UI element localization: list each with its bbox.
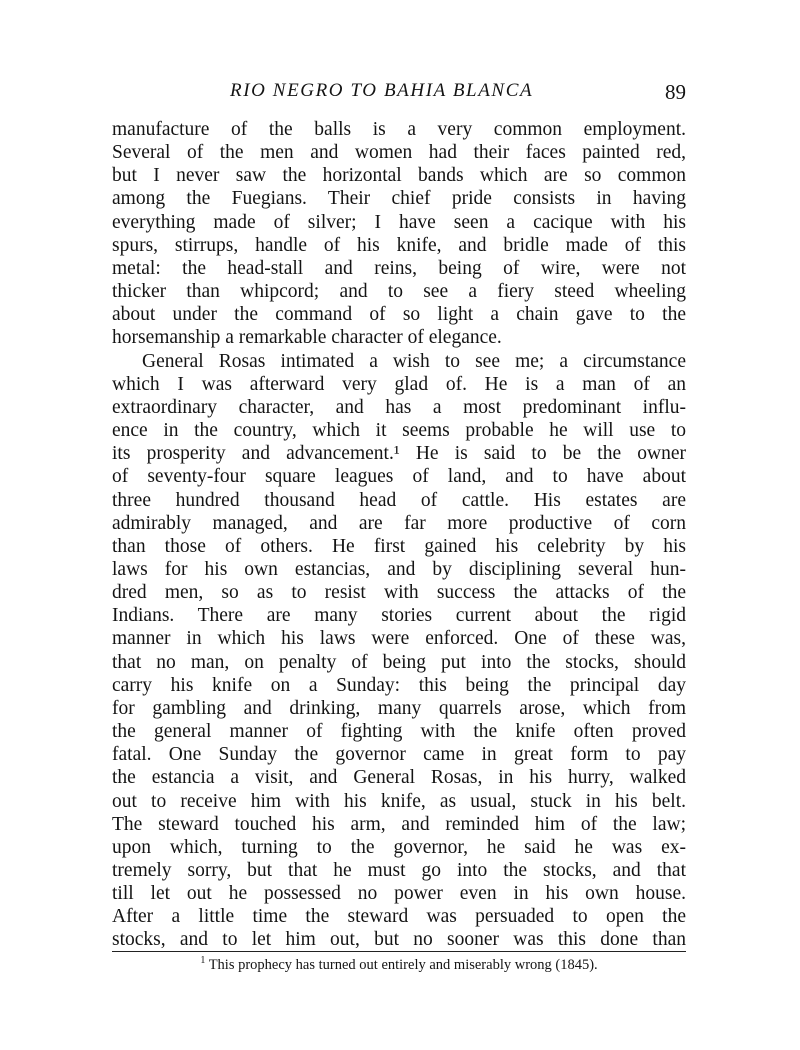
text-line: about under the command of so light a chain gave to the xyxy=(112,304,686,326)
footnote-text: This prophecy has turned out entirely and miserably wrong (1845). xyxy=(208,957,598,973)
footnote xyxy=(112,957,686,974)
text-line: everything made of silver; I have seen a cacique with his xyxy=(112,211,686,233)
running-title: RIO NEGRO TO BAHIA BLANCA xyxy=(230,80,534,101)
body-text xyxy=(112,118,686,952)
text-line: the general manner of fighting with the knife often proved xyxy=(112,721,686,743)
text-line: laws for his own estancias, and by disciplining several hun- xyxy=(112,558,686,580)
text-line: tremely sorry, but that he must go into the stocks, and that xyxy=(112,860,686,881)
text-line: of seventy-four square leagues of land, and to have about xyxy=(112,466,686,488)
text-line: Several of the men and women had their faces painted red, xyxy=(112,142,686,164)
text-line: extraordinary character, and has a most predominant influ- xyxy=(112,396,686,418)
text-line: General Rosas intimated a wish to see me; a circumstance xyxy=(142,350,686,372)
text-line: its prosperity and advancement.¹ He is said to be the owner xyxy=(112,443,686,465)
text-line: spurs, stirrups, handle of his knife, and bridle made of this xyxy=(112,234,686,256)
text-line: for gambling and drinking, many quarrels arose, which from xyxy=(112,697,686,719)
text-line: among the Fuegians. Their chief pride consists in having xyxy=(112,188,686,210)
text-line: metal: the head-stall and reins, being of wire, were not xyxy=(112,257,686,279)
text-line: out to receive him with his knife, as usual, stuck in his belt. xyxy=(112,790,686,812)
text-line: three hundred thousand head of cattle. His estates are xyxy=(112,489,686,511)
footnote-rule xyxy=(112,951,686,952)
text-line: the estancia a visit, and General Rosas, in his hurry, walked xyxy=(112,767,686,789)
text-line: which I was afterward very glad of. He is a man of an xyxy=(112,373,686,395)
running-head xyxy=(112,80,686,110)
text-line: upon which, turning to the governor, he said he was ex- xyxy=(112,836,686,858)
text-line: Indians. There are many stories current about the rigid xyxy=(112,605,686,627)
footnote-marker: 1 xyxy=(200,955,206,967)
text-line: manufacture of the balls is a very common employment. xyxy=(112,119,686,140)
text-line: carry his knife on a Sunday: this being the principal day xyxy=(112,674,686,696)
text-line: ence in the country, which it seems probable he will use to xyxy=(112,420,686,442)
text-line: fatal. One Sunday the governor came in great form to pay xyxy=(112,744,686,766)
text-line: After a little time the steward was persuaded to open the xyxy=(112,906,686,928)
text-line: thicker than whipcord; and to see a fiery steed wheeling xyxy=(112,281,686,303)
text-line: till let out he possessed no power even in his own house. xyxy=(112,883,686,905)
text-line: admirably managed, and are far more productive of corn xyxy=(112,512,686,534)
paragraph xyxy=(112,118,686,350)
text-line: dred men, so as to resist with success the attacks of the xyxy=(112,582,686,604)
text-line: stocks, and to let him out, but no sooner was this done than xyxy=(112,929,686,951)
text-line: but I never saw the horizontal bands which are so common xyxy=(112,165,686,187)
text-line: horsemanship a remarkable character of elegance. xyxy=(112,327,502,349)
text-line: that no man, on penalty of being put into the stocks, should xyxy=(112,651,686,673)
page-number: 89 xyxy=(665,80,686,104)
text-line: than those of others. He first gained his celebrity by his xyxy=(112,535,686,557)
text-line: The steward touched his arm, and reminded him of the law; xyxy=(112,813,686,835)
text-line: manner in which his laws were enforced. One of these was, xyxy=(112,628,686,650)
paragraph xyxy=(112,350,686,952)
